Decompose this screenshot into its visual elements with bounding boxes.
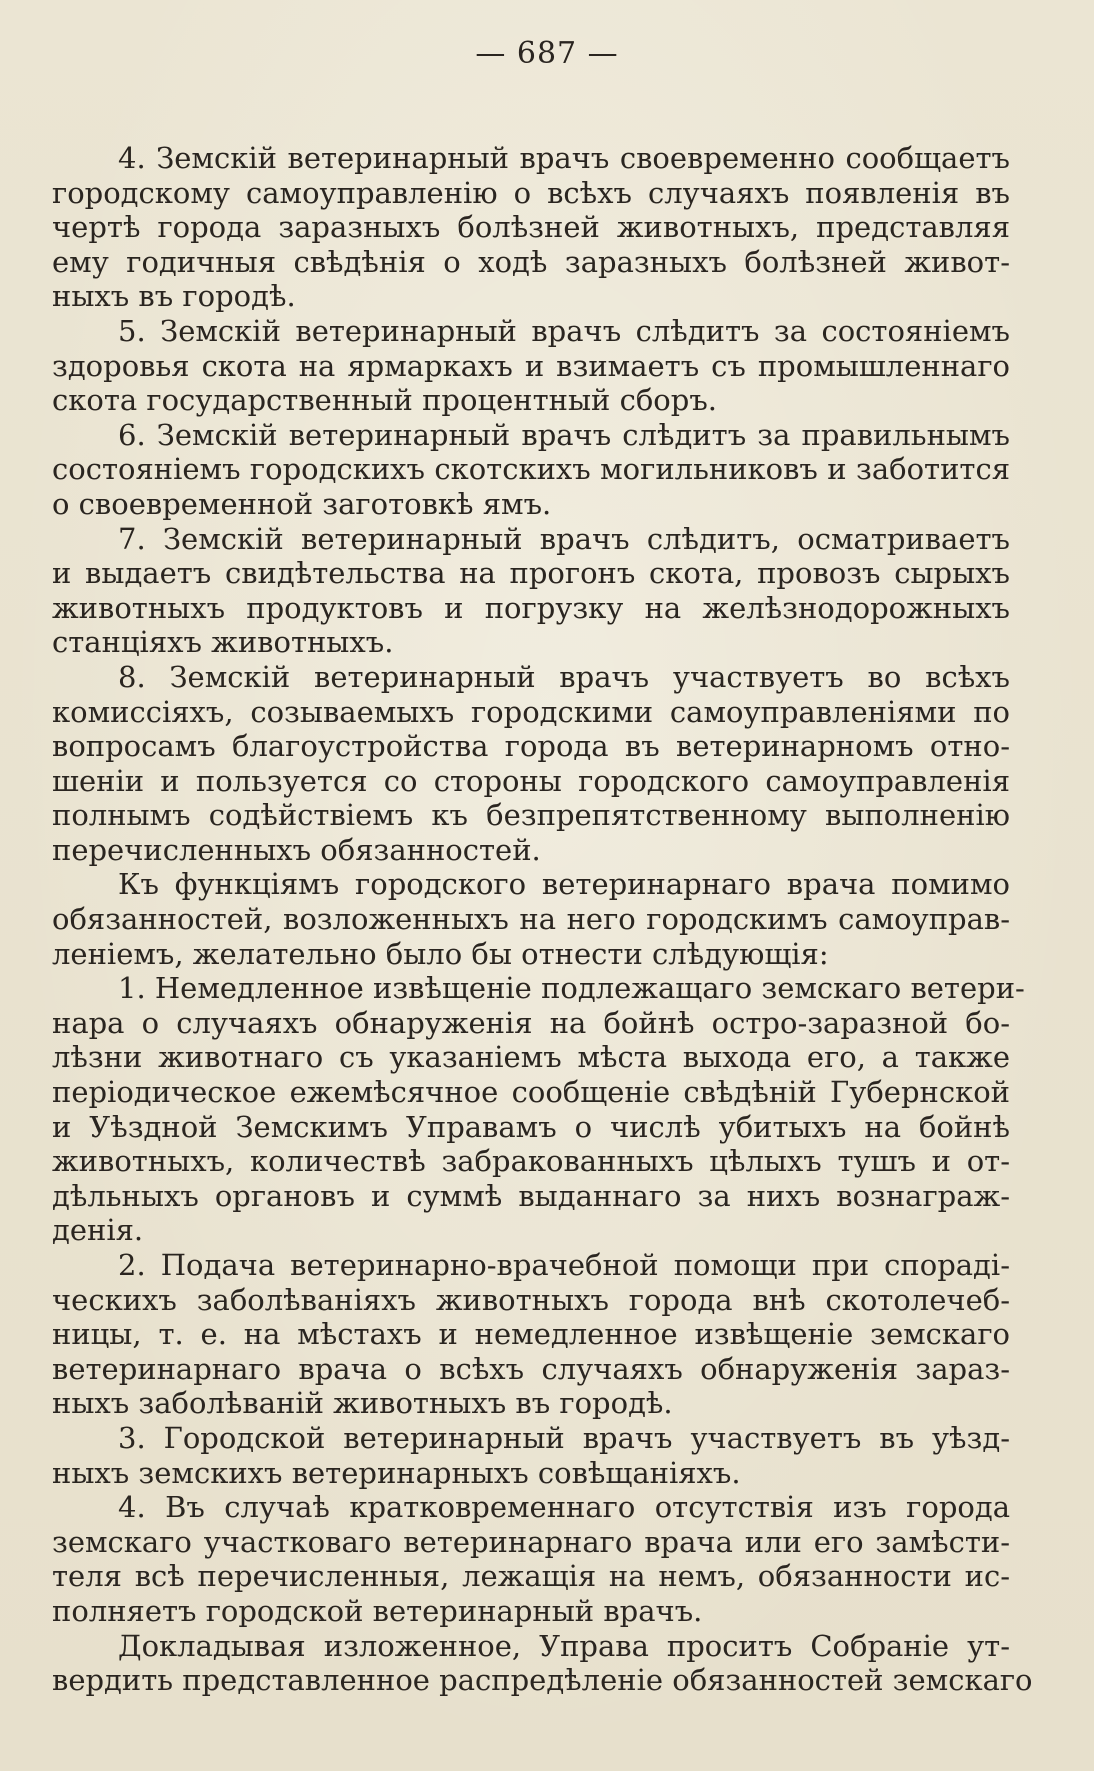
text-line: ницы, т. е. на мѣстахъ и немедленное извѣщеніе земскаго [52,1317,1010,1352]
paragraph [52,867,1010,971]
text-line: чертѣ города заразныхъ болѣзней животныхъ, представляя [52,210,1010,245]
text-line: ныхъ въ городѣ. [52,279,296,314]
text-line: вопросамъ благоустройства города въ ветеринарномъ отно- [52,729,1010,764]
text-line: земскаго участковаго ветеринарнаго врача или его замѣсти- [52,1524,1010,1559]
text-line: о своевременной заготовкѣ ямъ. [52,486,552,521]
text-line: леніемъ, желательно было бы отнести слѣдующія: [52,936,829,971]
text-line: и Уѣздной Земскимъ Управамъ о числѣ убитыхъ на бойнѣ [52,1109,1010,1144]
text-line: здоровья скота на ярмаркахъ и взимаетъ съ промышленнаго [52,348,1010,383]
text-line: скота государственный процентный сборъ. [52,383,717,418]
text-line: періодическое ежемѣсячное сообщеніе свѣдѣній Губернской [52,1075,1010,1110]
text-line: ветеринарнаго врача о всѣхъ случаяхъ обнаруженія зараз- [52,1351,1010,1386]
text-line: 1. Немедленное извѣщеніе подлежащаго земскаго ветери- [118,971,1025,1006]
text-line: ныхъ заболѣваній животныхъ въ городѣ. [52,1386,673,1421]
text-line: станціяхъ животныхъ. [52,625,394,660]
text-line: животныхъ продуктовъ и погрузку на желѣзнодорожныхъ [52,590,1010,625]
text-line: лѣзни животнаго съ указаніемъ мѣста выхода его, а также [52,1040,1010,1075]
text-line: дѣльныхъ органовъ и суммѣ выданнаго за нихъ вознаграж- [52,1178,1010,1213]
paragraph [52,314,1010,418]
text-line: нара о случаяхъ обнаруженія на бойнѣ остро-заразной бо- [52,1005,1010,1040]
text-line: шеніи и пользуется со стороны городского самоуправленія [52,763,1010,798]
text-line: 4. Земскій ветеринарный врачъ своевременно сообщаетъ [118,141,1010,175]
text-line: денія. [52,1213,144,1248]
text-line: 4. Въ случаѣ кратковременнаго отсутствія изъ города [118,1490,1010,1525]
text-line: 7. Земскій ветеринарный врачъ слѣдитъ, осматриваетъ [118,521,1010,556]
paragraph [52,1628,1033,1698]
text-line: 5. Земскій ветеринарный врачъ слѣдитъ за состояніемъ [118,313,1010,348]
text-line: 6. Земскій ветеринарный врачъ слѣдитъ за правильнымъ [118,417,1010,452]
text-line: теля всѣ перечисленныя, лежащія на немъ, обязанности ис- [52,1559,1010,1594]
paragraph [52,522,1010,660]
text-line: ему годичныя свѣдѣнія о ходѣ заразныхъ болѣзней живот- [52,244,1010,279]
paragraph [52,418,1010,522]
text-line: 3. Городской ветеринарный врачъ участвуетъ въ уѣзд- [118,1420,1010,1455]
text-line: животныхъ, количествѣ забракованныхъ цѣлыхъ тушъ и от- [52,1144,1010,1179]
text-line: состояніемъ городскихъ скотскихъ могильниковъ и заботится [52,452,1010,487]
text-line: вердить представленное распредѣленіе обязанностей земскаго [52,1663,1033,1698]
text-line: комиссіяхъ, созываемыхъ городскими самоуправленіями по [52,694,1010,729]
text-line: 2. Подача ветеринарно-врачебной помощи при спораді- [118,1248,1010,1282]
paragraph [52,1248,1010,1421]
paragraph [52,971,1025,1248]
text-line: и выдаетъ свидѣтельства на прогонъ скота, провозъ сырыхъ [52,556,1010,591]
body-text [52,141,1033,1698]
paragraph [52,1490,1010,1628]
text-line: городскому самоуправленію о всѣхъ случаяхъ появленія въ [52,175,1010,210]
paragraph [52,660,1010,868]
text-line: ныхъ земскихъ ветеринарныхъ совѣщаніяхъ. [52,1455,741,1490]
text-line: полнымъ содѣйствіемъ къ безпрепятственному выполненію [52,798,1010,833]
text-line: полняетъ городской ветеринарный врачъ. [52,1593,703,1628]
text-line: Къ функціямъ городского ветеринарнаго врача помимо [118,867,1010,902]
paragraph [52,141,1010,314]
text-line: 8. Земскій ветеринарный врачъ участвуетъ во всѣхъ [118,659,1010,694]
paragraph [52,1421,1010,1490]
text-line: Докладывая изложенное, Управа проситъ Собраніе ут- [118,1628,1010,1663]
page-number: — 687 — [475,36,619,71]
text-line: обязанностей, возложенныхъ на него городскимъ самоуправ- [52,902,1010,937]
text-line: ческихъ заболѣваніяхъ животныхъ города внѣ скотолечеб- [52,1282,1010,1317]
text-line: перечисленныхъ обязанностей. [52,832,541,867]
